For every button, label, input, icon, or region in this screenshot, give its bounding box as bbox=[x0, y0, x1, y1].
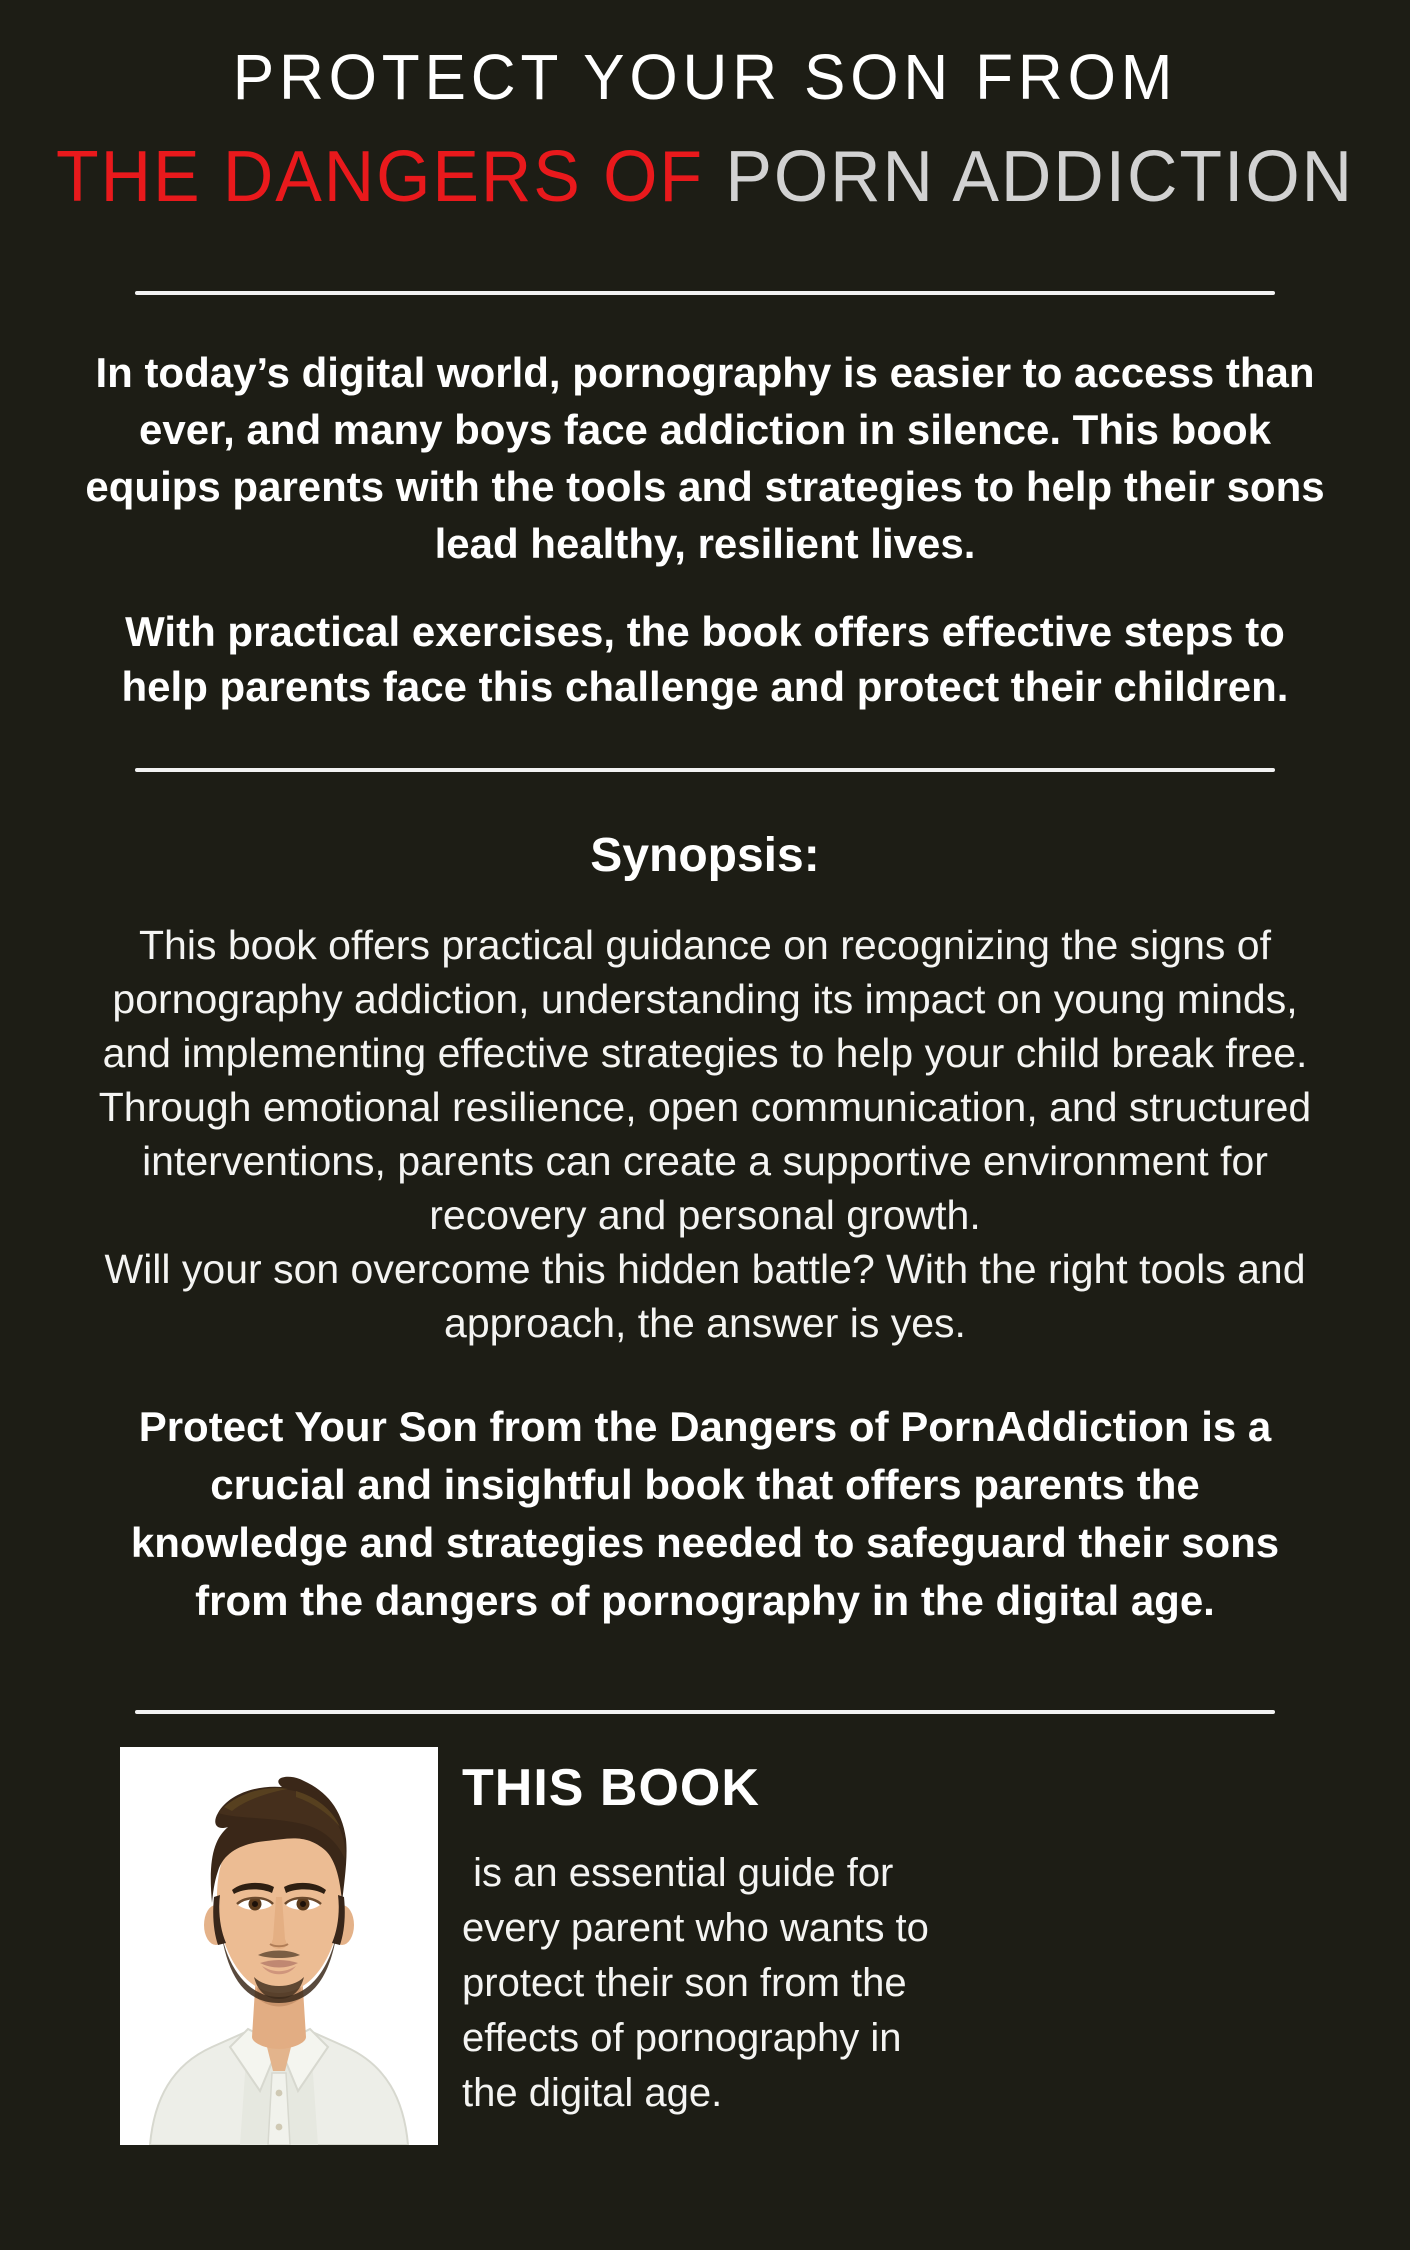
book-text-line: is an essential guide for bbox=[462, 1851, 894, 1895]
intro-paragraph-1 bbox=[0, 344, 1410, 572]
book-text-line: the digital age. bbox=[462, 2071, 723, 2115]
divider-line bbox=[135, 768, 1275, 772]
book-section-heading: THIS BOOK bbox=[462, 1759, 760, 1817]
closing-line: from the dangers of pornography in the digital age. bbox=[195, 1577, 1215, 1624]
synopsis-line: and implementing effective strategies to help your child break free. bbox=[102, 1030, 1308, 1076]
synopsis-line: pornography addiction, understanding its impact on young minds, bbox=[112, 976, 1298, 1022]
intro-paragraph-2 bbox=[0, 604, 1410, 714]
synopsis-line: Will your son overcome this hidden battle? With the right tools and bbox=[104, 1246, 1306, 1292]
book-text-line: effects of pornography in bbox=[462, 2016, 902, 2060]
page-title-gray-part: PORN ADDICTION bbox=[725, 137, 1354, 217]
portrait-illustration bbox=[120, 1747, 438, 2145]
page-title-red-part: THE DANGERS OF bbox=[56, 137, 726, 217]
intro-line: help parents face this challenge and protect their children. bbox=[121, 663, 1289, 710]
synopsis-body bbox=[0, 918, 1410, 1350]
synopsis-line: Through emotional resilience, open communication, and structured bbox=[98, 1084, 1312, 1130]
synopsis-line: approach, the answer is yes. bbox=[444, 1300, 966, 1346]
book-text-line: protect their son from the bbox=[462, 1961, 907, 2005]
book-section-text bbox=[462, 1846, 1082, 2121]
divider-line bbox=[135, 291, 1275, 295]
closing-line: Protect Your Son from the Dangers of PornAddiction is a bbox=[138, 1403, 1272, 1450]
intro-line: lead healthy, resilient lives. bbox=[434, 520, 976, 567]
author-portrait-photo bbox=[120, 1747, 438, 2145]
page-title-line2 bbox=[21, 136, 1389, 218]
synopsis-line: recovery and personal growth. bbox=[429, 1192, 981, 1238]
divider-line bbox=[135, 1710, 1275, 1714]
synopsis-heading: Synopsis: bbox=[590, 829, 820, 882]
intro-line: With practical exercises, the book offers effective steps to bbox=[125, 608, 1285, 655]
intro-line: ever, and many boys face addiction in silence. This book bbox=[138, 406, 1271, 453]
intro-line: equips parents with the tools and strategies to help their sons bbox=[85, 463, 1325, 510]
closing-paragraph bbox=[0, 1398, 1410, 1630]
synopsis-line: This book offers practical guidance on recognizing the signs of bbox=[139, 922, 1271, 968]
closing-line: crucial and insightful book that offers parents the bbox=[210, 1461, 1200, 1508]
page-title-line1: PROTECT YOUR SON FROM bbox=[232, 41, 1178, 113]
book-text-line: every parent who wants to bbox=[462, 1906, 929, 1950]
closing-line: knowledge and strategies needed to safeguard their sons bbox=[130, 1519, 1280, 1566]
intro-line: In today’s digital world, pornography is easier to access than bbox=[95, 349, 1315, 396]
synopsis-line: interventions, parents can create a supportive environment for bbox=[142, 1138, 1268, 1184]
